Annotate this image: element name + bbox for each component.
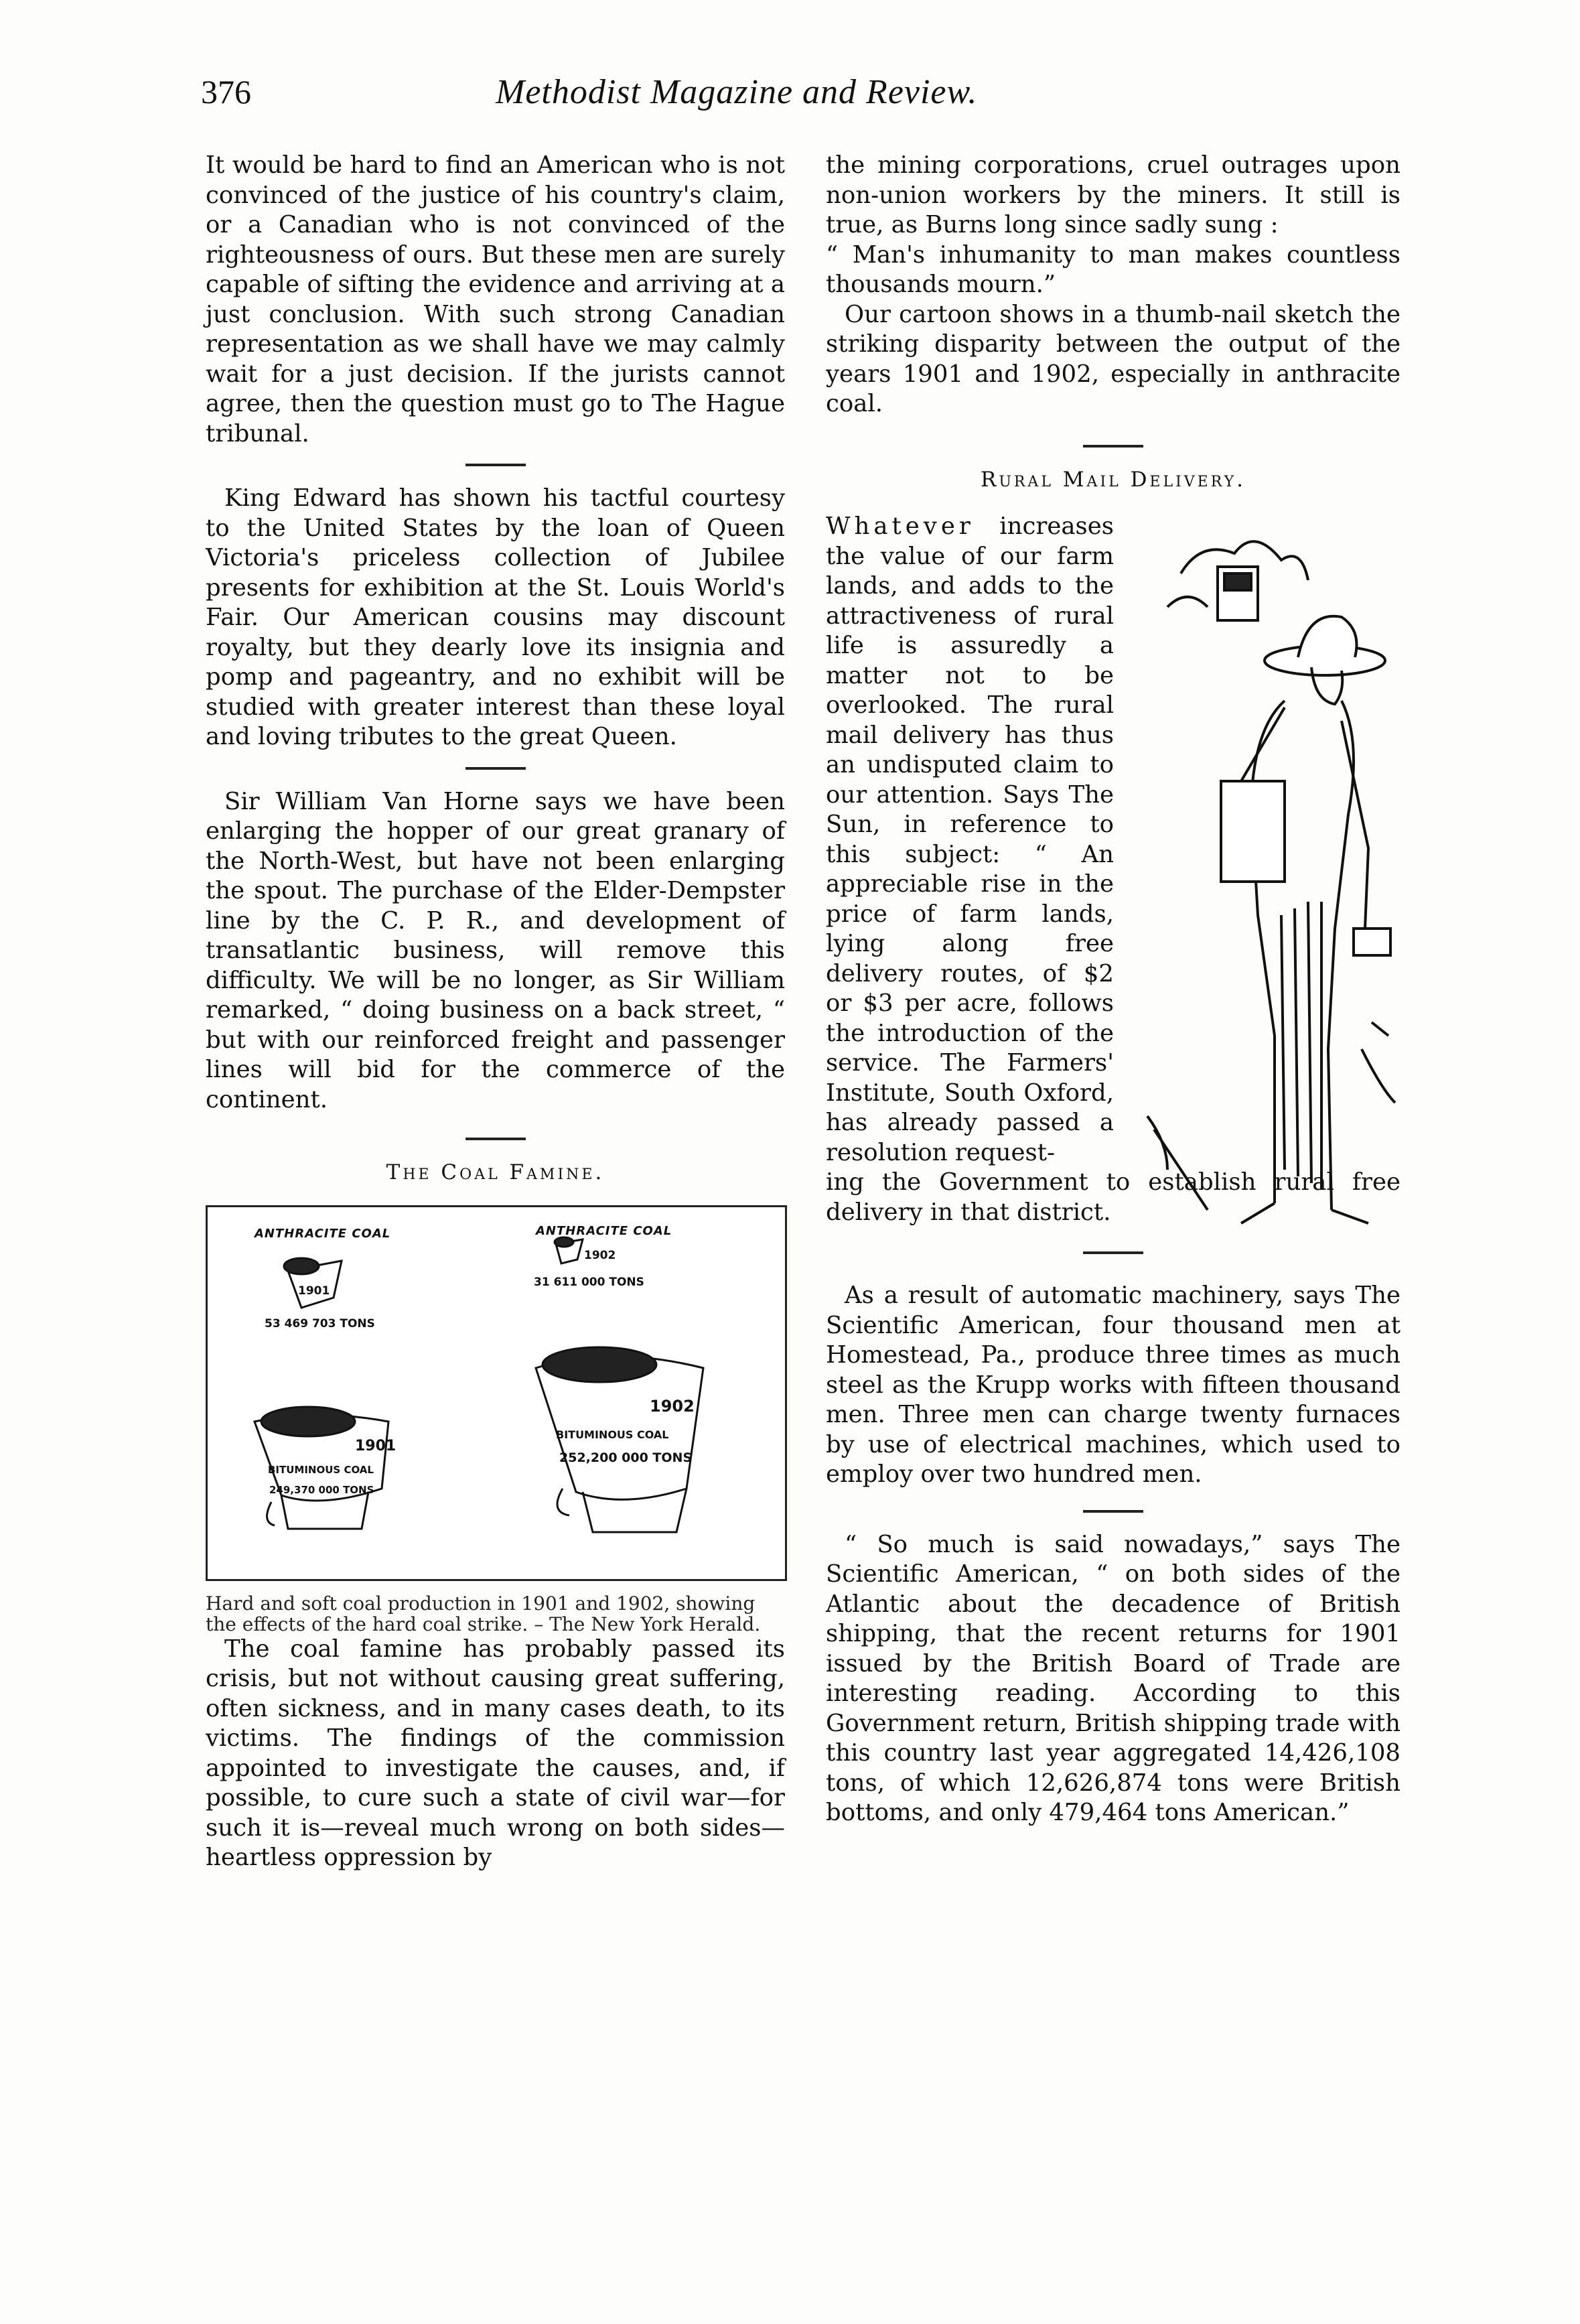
coal-famine-heading: The Coal Famine. bbox=[386, 1160, 605, 1184]
bituminous-year-1901: 1901 bbox=[355, 1437, 397, 1454]
running-title: Methodist Magazine and Review. bbox=[496, 73, 978, 111]
right-column bbox=[826, 151, 1401, 1828]
bituminous-tons-1902: 252,200 000 TONS bbox=[559, 1450, 693, 1465]
cartoon-caption: Hard and soft coal production in 1901 and 1902, showing the effects of the hard coal strike. – The New York Herald. bbox=[206, 1592, 761, 1635]
rural-mail-text-block bbox=[826, 512, 1114, 1168]
section-divider bbox=[465, 1138, 526, 1140]
anthracite-tons-1901: 53 469 703 TONS bbox=[265, 1316, 375, 1330]
page-header bbox=[201, 72, 1112, 126]
bituminous-year-1902: 1902 bbox=[650, 1396, 695, 1416]
anthracite-label-1901: ANTHRACITE COAL bbox=[255, 1226, 391, 1241]
anthracite-year-1902: 1902 bbox=[584, 1248, 616, 1262]
rural-lead-word: Whatever bbox=[826, 512, 975, 540]
burns-quote: “ Man's inhumanity to man makes countless thousands mourn.” bbox=[826, 241, 1401, 298]
rural-mail-heading: Rural Mail Delivery. bbox=[980, 467, 1246, 492]
section-divider bbox=[1083, 1510, 1143, 1513]
rural-mail-continuation: ing the Government to establish rural free delivery in that district. bbox=[826, 1168, 1401, 1226]
anthracite-year-1901: 1901 bbox=[298, 1284, 330, 1298]
section-divider bbox=[465, 767, 526, 770]
paragraph-coal-famine: The coal famine has probably passed its crisis, but not without causing great suffering, often sickness, and in many cases death, to its victims. The findings of the commission appointed to investigate the causes, and, if possible, to cure such a state of civil war—for such it is—reveal much wrong on both sides—heartless oppression by bbox=[206, 1635, 785, 1871]
paragraph-automatic-machinery: As a result of automatic machinery, says The Scientific American, four thousand men at Homestead, Pa., produce three times as much steel as the Krupp works with fifteen thousand men. Three men can charge twenty furnaces by use of electrical machines, which used to employ over two hundred men. bbox=[826, 1282, 1401, 1488]
coal-cartoon-drawing bbox=[208, 1207, 785, 1579]
section-divider bbox=[1083, 1251, 1143, 1254]
bituminous-label-1901: BITUMINOUS COAL bbox=[268, 1463, 374, 1476]
paragraph-van-horne: Sir William Van Horne says we have been enlarging the hopper of our great granary of the North-West, but have not been enlarging the spout. The purchase of the Elder-Dempster line by the C. P. R., and development of transatlantic business, will remove this difficulty. We will be no longer, as Sir William remarked, “ doing business on a back street, “ but with our reinforced freight and passenger lines will bid for the commerce of the continent. bbox=[206, 787, 785, 1113]
paragraph-cartoon-note: Our cartoon shows in a thumb-nail sketch the striking disparity between the output of the years 1901 and 1902, especially in anthracite coal. bbox=[826, 300, 1401, 417]
bituminous-tons-1901: 249,370 000 TONS bbox=[269, 1483, 374, 1496]
page-number: 376 bbox=[201, 73, 251, 111]
rural-mailman-illustration bbox=[1141, 500, 1409, 1257]
anthracite-tons-1902: 31 611 000 TONS bbox=[534, 1275, 644, 1289]
anthracite-label-1902: ANTHRACITE COAL bbox=[536, 1223, 672, 1238]
left-column bbox=[206, 151, 785, 1873]
paragraph-british-shipping: “ So much is said nowadays,” says The Scientific American, “ on both sides of the Atlantic about the decadence of British shipping, that the recent returns for 1901 issued by the British Board of Trade are interesting reading. According to this Government return, British shipping trade with this country last year aggregated 14,426,108 tons, of which 12,626,874 tons were British bottoms, and only 479,464 tons American.” bbox=[826, 1530, 1401, 1826]
coal-cartoon bbox=[206, 1205, 787, 1581]
section-divider bbox=[1083, 445, 1143, 448]
rural-mail-paragraph: increases the value of our farm lands, and adds to the attractiveness of rural life is assuredly a matter not to be overlooked. The rural mail delivery has thus an undisputed claim to our attention. Says The Sun, in reference to this subject: “ An appreciable rise in the price of farm lands, lying along free delivery routes, of $2 or $3 per acre, follows the introduction of the service. The Farmers' Institute, South Oxford, has already passed a resolution request- bbox=[826, 512, 1114, 1166]
paragraph-king-edward: King Edward has shown his tactful courtesy to the United States by the loan of Queen Victoria's priceless collection of Jubilee presents for exhibition at the St. Louis World's Fair. Our American cousins may discount royalty, but they dearly love its insignia and pomp and pageantry, and no exhibit will be studied with greater interest than these loyal and loving tributes to the great Queen. bbox=[206, 484, 785, 750]
paragraph-mining: the mining corporations, cruel outrages upon non-union workers by the miners. It still is true, as Burns long since sadly sung : bbox=[826, 151, 1401, 238]
bituminous-label-1902: BITUMINOUS COAL bbox=[556, 1428, 669, 1441]
paragraph-hague: It would be hard to find an American who is not convinced of the justice of his country's claim, or a Canadian who is not convinced of the righteousness of ours. But these men are surely capable of sifting the evidence and arriving at a just conclusion. With such strong Canadian representation as we shall have we may calmly wait for a just decision. If the jurists cannot agree, then the question must go to The Hague tribunal. bbox=[206, 151, 785, 448]
section-divider bbox=[465, 464, 526, 466]
rural-mail-section bbox=[826, 512, 1401, 1168]
